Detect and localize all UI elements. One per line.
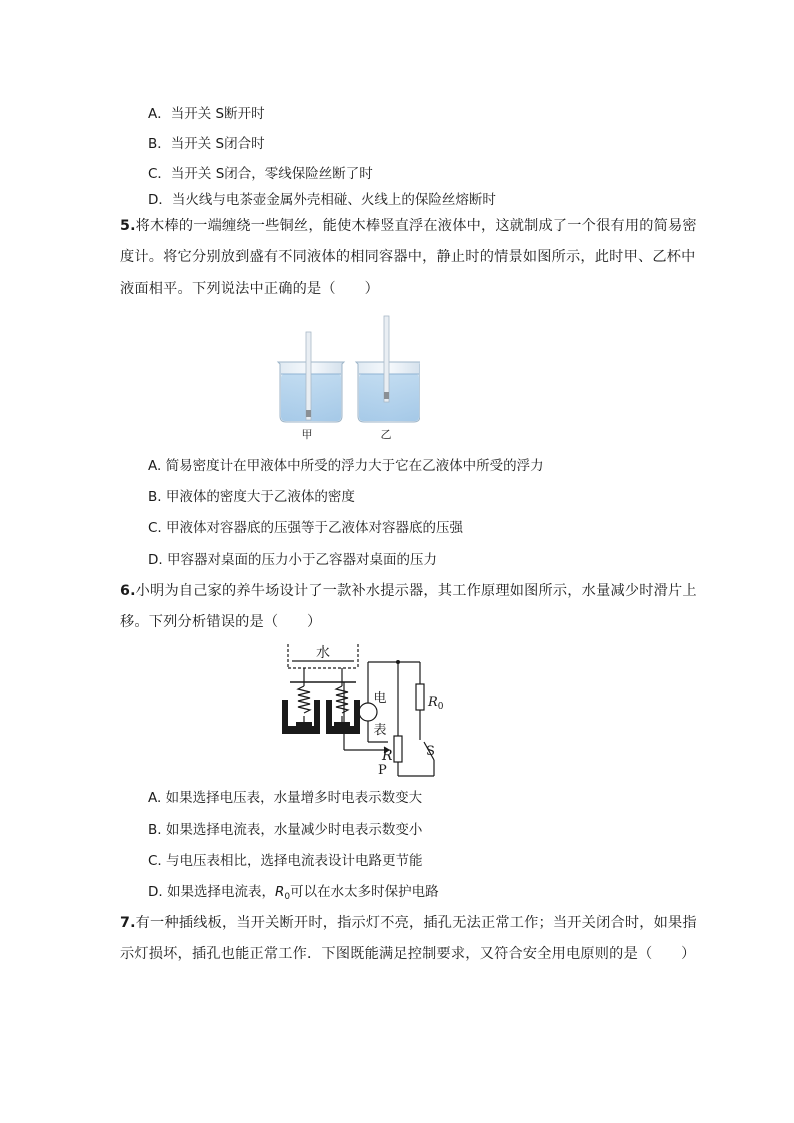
q4-option-d: D．当火线与电茶壶金属外壳相碰、火线上的保险丝熔断时: [148, 192, 496, 208]
q5-beakers-figure: [270, 312, 420, 444]
q6-option-d: D. 如果选择电流表，$R_0$可以在水太多时保护电路: [148, 884, 439, 902]
circuit-r0-label: $R_0$: [428, 695, 444, 712]
circuit-p-label: P: [378, 763, 387, 778]
q5-number: 5.: [120, 218, 136, 234]
circuit-water-label: 水: [316, 645, 330, 661]
q6-circuit-figure: [276, 638, 452, 780]
circuit-meter-top: 电: [373, 691, 387, 706]
q5-option-a: A. 简易密度计在甲液体中所受的浮力大于它在乙液体中所受的浮力: [148, 458, 544, 474]
circuit-r-label: R: [382, 748, 393, 764]
beaker-left-label: 甲: [301, 428, 313, 441]
q7-stem-line-2: 示灯损坏，插孔也能正常工作．下图既能满足控制要求，又符合安全用电原则的是（ ）: [120, 946, 696, 962]
q4-option-c: C．当开关 S闭合，零线保险丝断了时: [148, 166, 373, 182]
circuit-meter-bottom: 表: [373, 723, 387, 738]
beaker-left: [278, 332, 344, 422]
q6-option-a: A. 如果选择电压表，水量增多时电表示数变大: [148, 790, 423, 806]
q5-option-c: C. 甲液体对容器底的压强等于乙液体对容器底的压强: [148, 520, 464, 536]
q5-stem-line-3: 液面相平。下列说法中正确的是（ ）: [120, 281, 379, 297]
q4-option-b: B．当开关 S闭合时: [148, 136, 265, 152]
q5-stem-line-2: 度计。将它分别放到盛有不同液体的相同容器中，静止时的情景如图所示，此时甲、乙杯中: [120, 249, 696, 265]
q4-option-a: A．当开关 S断开时: [148, 106, 265, 122]
q6-stem-line-1: 6.小明为自己家的养牛场设计了一款补水提示器，其工作原理如图所示，水量减少时滑片上: [120, 583, 697, 599]
beaker-right: [356, 316, 420, 422]
circuit-s-label: S: [426, 744, 435, 759]
q7-stem-line-1: 7.有一种插线板，当开关断开时，指示灯不亮，插孔无法正常工作；当开关闭合时，如果指: [120, 915, 697, 931]
q5-stem-line-1: 5.将木棒的一端缠绕一些铜丝，能使木棒竖直浮在液体中，这就制成了一个很有用的简易密: [120, 218, 697, 234]
beaker-right-label: 乙: [380, 428, 392, 441]
q5-option-b: B. 甲液体的密度大于乙液体的密度: [148, 489, 355, 505]
q6-option-c: C. 与电压表相比，选择电流表设计电路更节能: [148, 853, 423, 869]
q6-number: 6.: [120, 583, 136, 599]
q6-option-b: B. 如果选择电流表，水量减少时电表示数变小: [148, 822, 423, 838]
q7-number: 7.: [120, 915, 136, 931]
q6-stem-line-2: 移。下列分析错误的是（ ）: [120, 614, 322, 630]
q5-option-d: D. 甲容器对桌面的压力小于乙容器对桌面的压力: [148, 552, 437, 568]
